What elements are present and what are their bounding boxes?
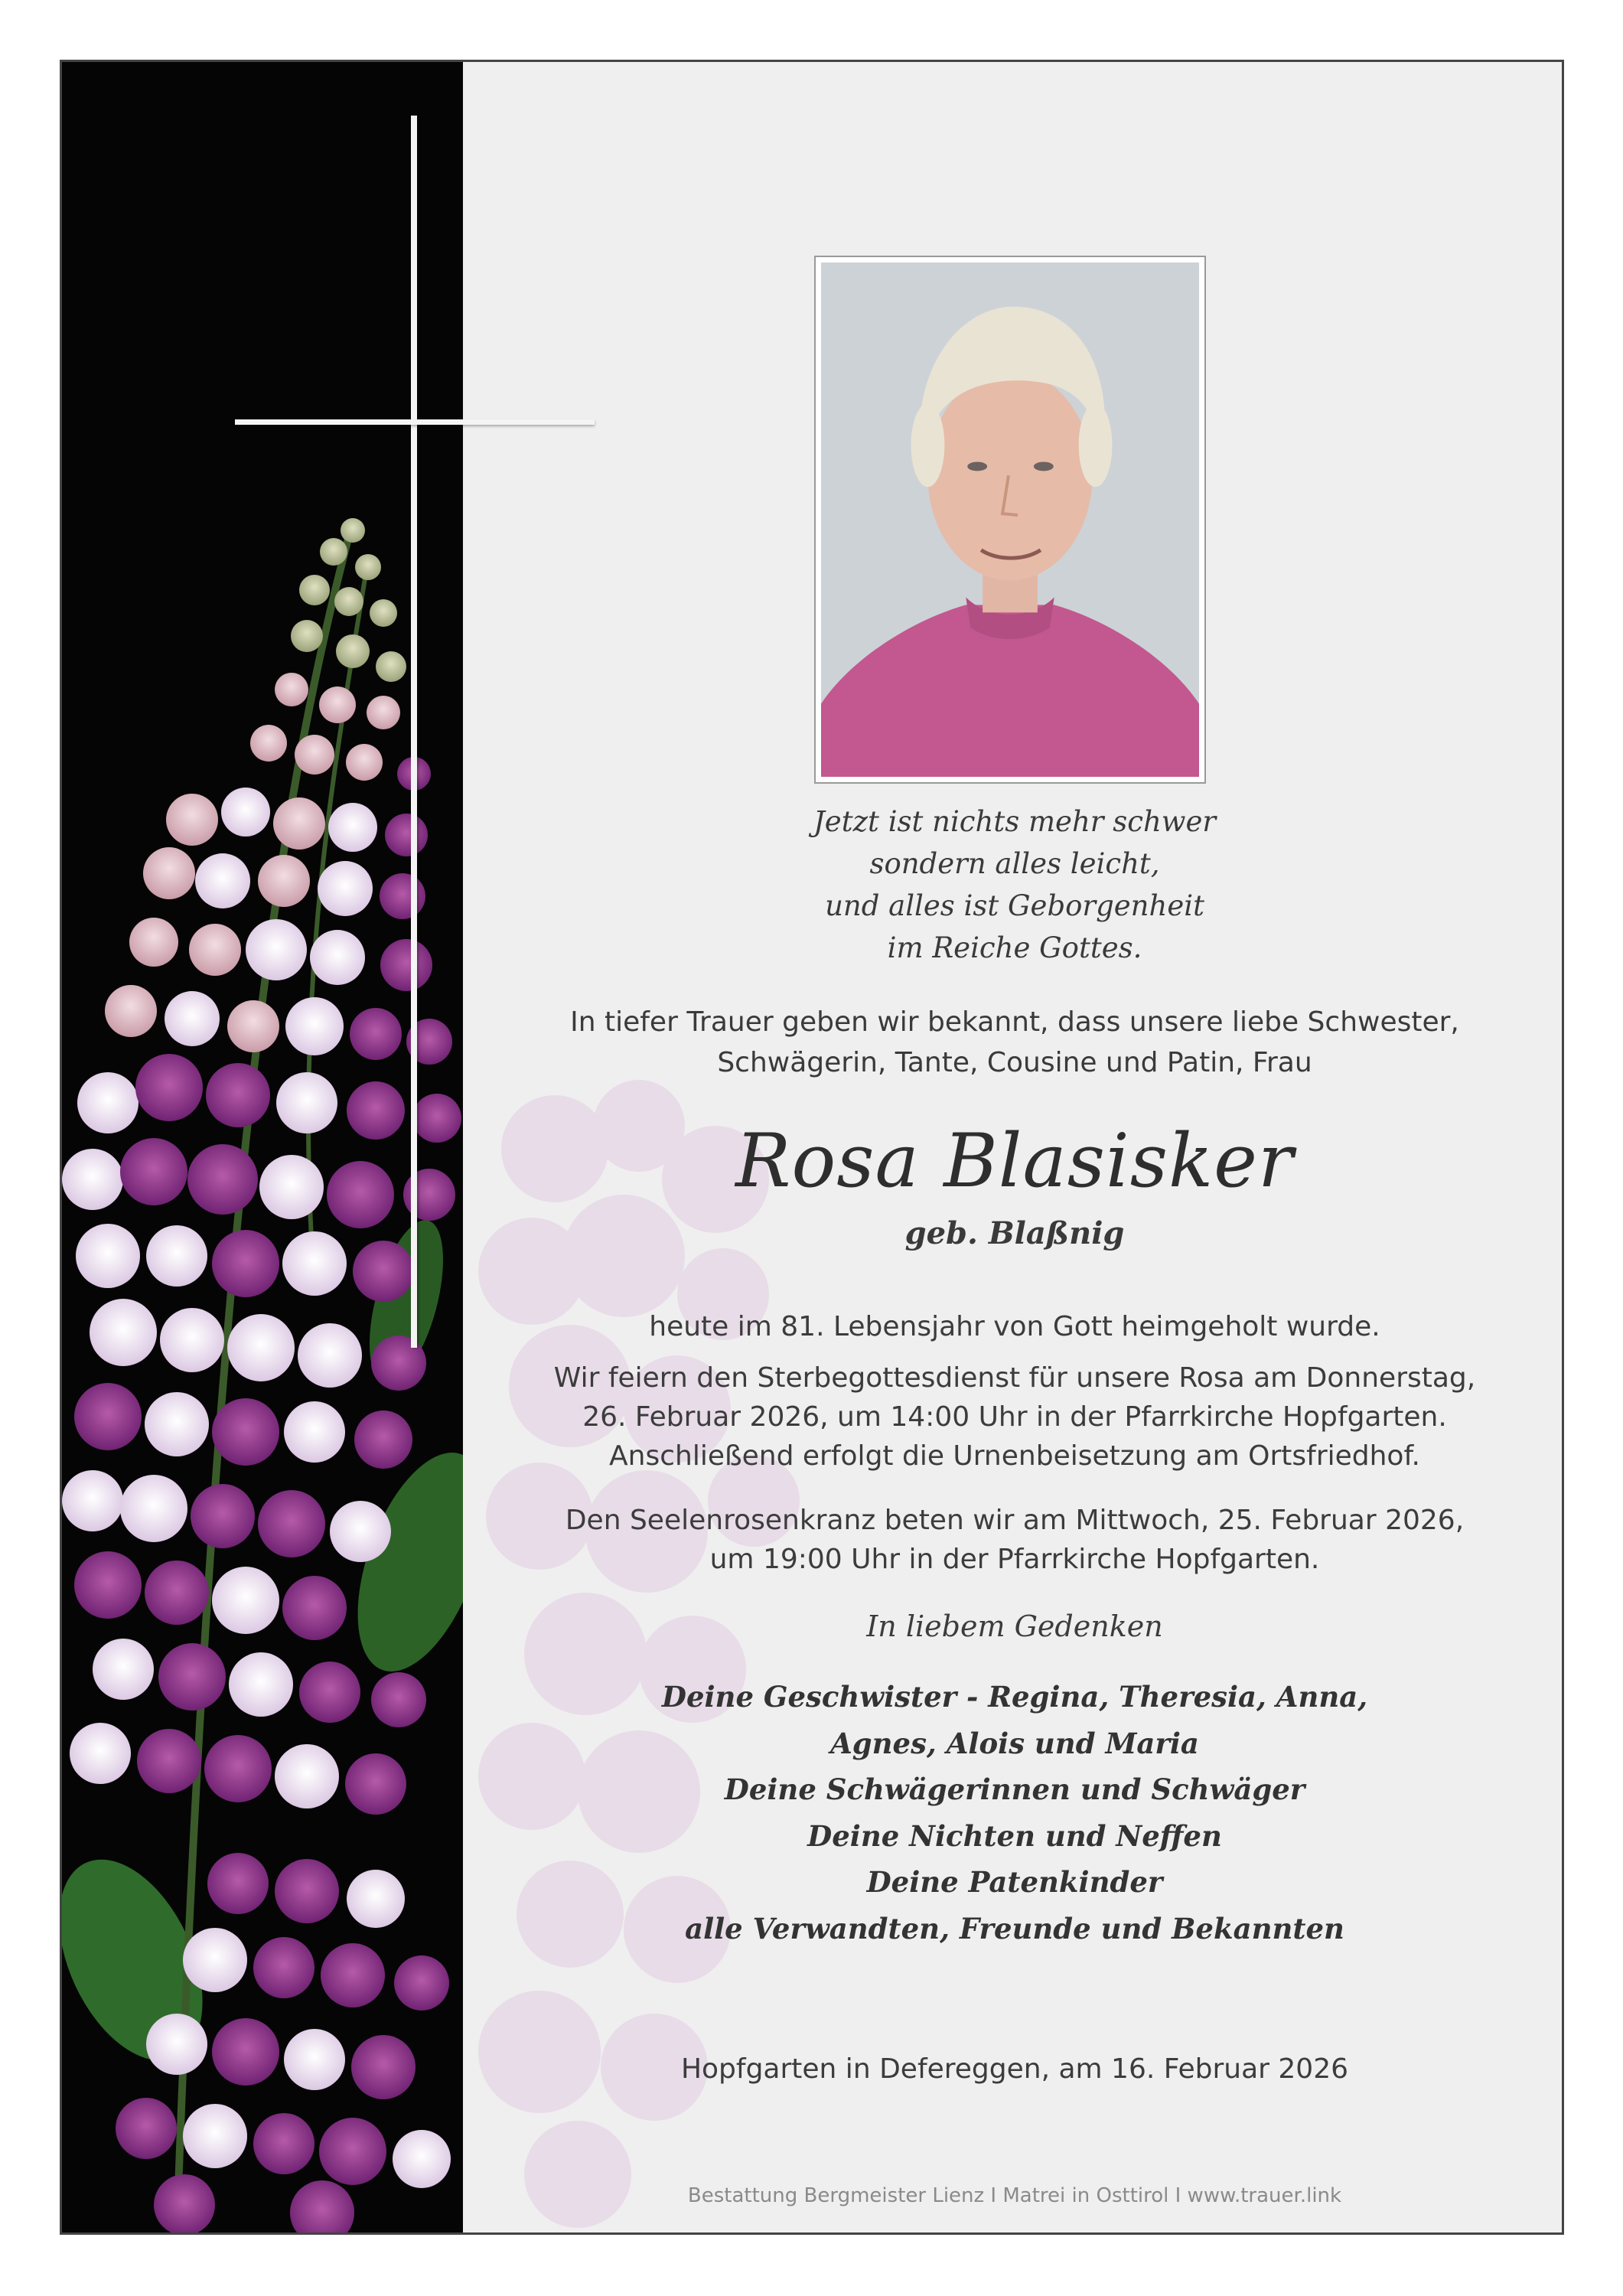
family-line: Deine Schwägerinnen und Schwäger bbox=[724, 1773, 1305, 1806]
service-line: 26. Februar 2026, um 14:00 Uhr in der Pfarrkirche Hopfgarten. bbox=[582, 1401, 1447, 1433]
rosary-line: Den Seelenrosenkranz beten wir am Mittwoch, 25. Februar 2026, bbox=[565, 1505, 1465, 1536]
deceased-name: Rosa Blasisker bbox=[735, 1118, 1294, 1204]
cross-horizontal-bar bbox=[235, 419, 595, 425]
family-line: Deine Nichten und Neffen bbox=[807, 1818, 1222, 1853]
family-line: alle Verwandten, Freunde und Bekannten bbox=[685, 1911, 1344, 1945]
family-line: Deine Geschwister - Regina, Theresia, Anna, bbox=[661, 1680, 1368, 1714]
intro-line: Schwägerin, Tante, Cousine und Patin, Frau bbox=[717, 1047, 1312, 1078]
rosary-line: um 19:00 Uhr in der Pfarrkirche Hopfgarten. bbox=[709, 1544, 1320, 1575]
verse-line: und alles ist Geborgenheit bbox=[825, 889, 1204, 922]
family-line: Deine Patenkinder bbox=[866, 1865, 1163, 1899]
obituary-card bbox=[60, 60, 1564, 2235]
intro-line: In tiefer Trauer geben wir bekannt, dass unsere liebe Schwester, bbox=[570, 1006, 1459, 1038]
service-block bbox=[463, 1358, 1564, 1476]
memory-line: In liebem Gedenken bbox=[866, 1609, 1163, 1643]
portrait-illustration bbox=[821, 263, 1199, 777]
footer-credit: Bestattung Bergmeister Lienz I Matrei in Osttirol I www.trauer.link bbox=[687, 2184, 1342, 2207]
rosary-block bbox=[463, 1501, 1564, 1579]
service-line: Anschließend erfolgt die Urnenbeisetzung am Ortsfriedhof. bbox=[609, 1440, 1420, 1472]
birth-name: geb. Blaßnig bbox=[904, 1215, 1125, 1251]
portrait-frame bbox=[814, 256, 1206, 784]
verse-block bbox=[463, 801, 1564, 969]
family-line: Agnes, Alois und Maria bbox=[830, 1726, 1199, 1760]
portrait-photo bbox=[821, 263, 1199, 777]
service-line: Wir feiern den Sterbegottesdienst für unsere Rosa am Donnerstag, bbox=[553, 1362, 1476, 1394]
announcement-line: heute im 81. Lebensjahr von Gott heimgeholt wurde. bbox=[649, 1311, 1380, 1342]
intro-block bbox=[463, 1002, 1564, 1083]
verse-line: im Reiche Gottes. bbox=[887, 931, 1142, 964]
place-date-line: Hopfgarten in Defereggen, am 16. Februar 2026 bbox=[680, 2053, 1349, 2085]
verse-line: sondern alles leicht, bbox=[869, 847, 1160, 880]
verse-line: Jetzt ist nichts mehr schwer bbox=[813, 805, 1217, 838]
cross-vertical-bar bbox=[411, 116, 417, 1348]
family-block bbox=[463, 1674, 1564, 1952]
lilac-illustration bbox=[62, 62, 463, 2232]
lilac-flower-panel bbox=[62, 62, 463, 2232]
